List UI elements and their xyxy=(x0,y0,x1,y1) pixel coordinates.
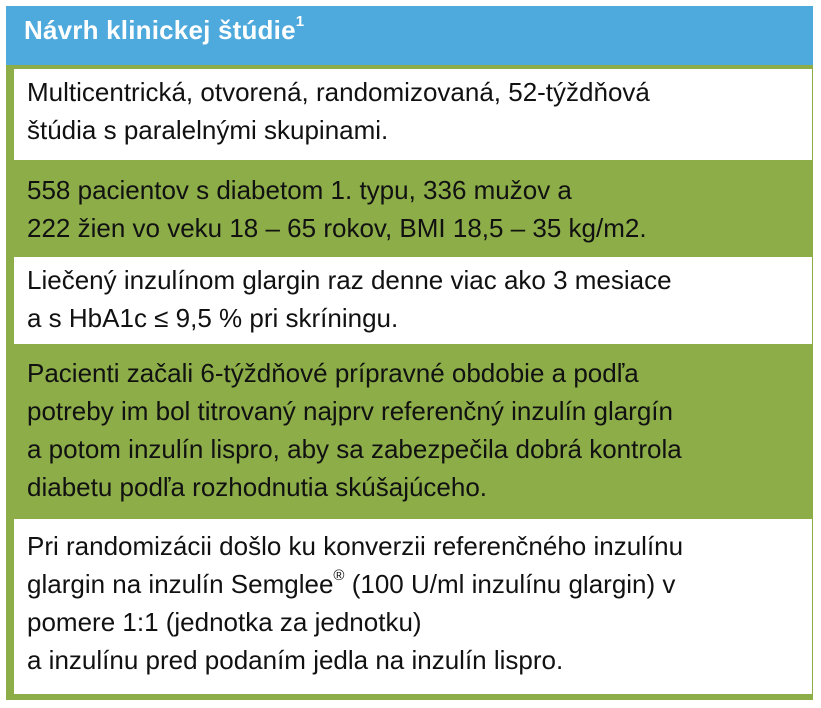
run-in-period-row xyxy=(6,350,813,515)
study-type-row xyxy=(14,69,812,160)
row-text-line: a inzulínu pred podaním jedla na inzulín lispro. xyxy=(27,645,564,675)
row-text-line: potreby im bol titrovaný najprv referenčný inzulín glargín xyxy=(27,396,673,426)
row-text-line: Liečený inzulínom glargin raz denne viac ako 3 mesiace xyxy=(27,265,672,295)
row-text-line: a s HbA1c ≤ 9,5 % pri skríningu. xyxy=(27,303,399,333)
inclusion-criteria-row xyxy=(14,257,812,344)
row-text-line: Multicentrická, otvorená, randomizovaná, 52-týždňová xyxy=(27,77,650,107)
row-text-segment: glargin na inzulín Semglee xyxy=(27,569,334,599)
table-title xyxy=(24,15,813,45)
row-text-line: pomere 1:1 (jednotka za jednotku) xyxy=(27,607,422,637)
table-header xyxy=(6,6,813,65)
row-text-line: diabetu podľa rozhodnutia skúšajúceho. xyxy=(27,472,488,502)
row-text-line: Pri randomizácii došlo ku konverzii referenčného inzulínu xyxy=(27,531,684,561)
registered-trademark-mark: ® xyxy=(333,567,345,585)
table-title-footnote: 1 xyxy=(295,13,305,31)
row-text-line: a potom inzulín lispro, aby sa zabezpečila dobrá kontrola xyxy=(27,434,682,464)
row-text-line: Pacienti začali 6-týždňové prípravné obdobie a podľa xyxy=(27,358,639,388)
row-text-line xyxy=(27,565,812,603)
randomization-row xyxy=(14,519,812,694)
patient-population-row xyxy=(6,163,813,251)
row-text-line: 558 pacientov s diabetom 1. typu, 336 mužov a xyxy=(27,175,572,205)
row-text-line: štúdia s paralelnými skupinami. xyxy=(27,115,389,145)
table-title-text: Návrh klinickej štúdie xyxy=(24,15,296,45)
row-text-segment: (100 U/ml inzulínu glargin) v xyxy=(344,569,676,599)
row-text-line: 222 žien vo veku 18 – 65 rokov, BMI 18,5 – 35 kg/m2. xyxy=(27,213,647,243)
